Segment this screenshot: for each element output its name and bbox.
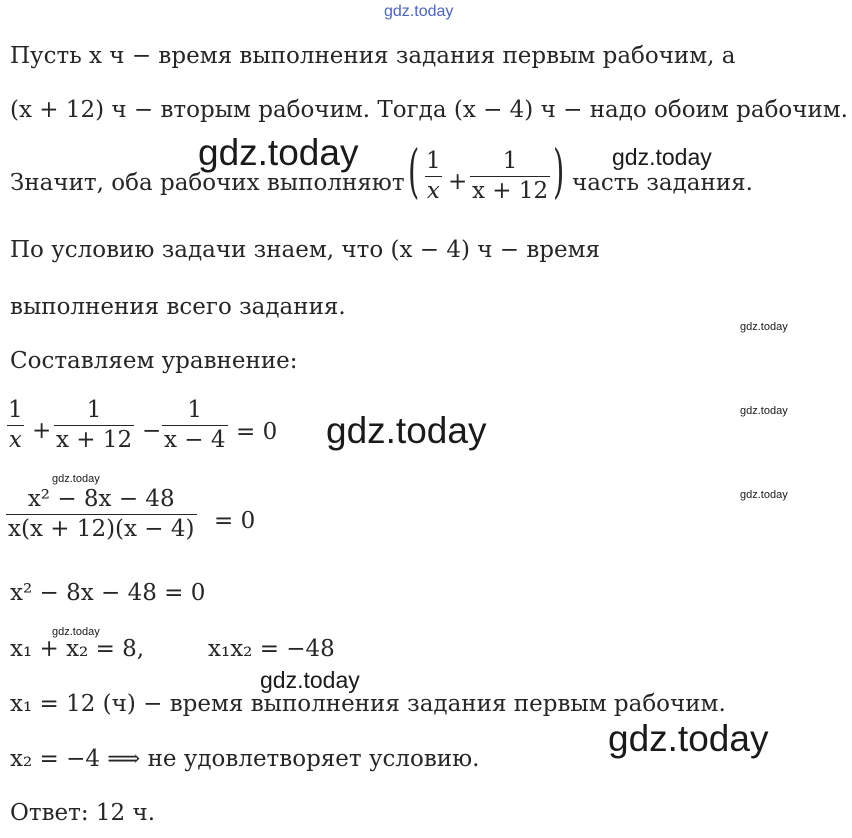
denominator: x − 4 [164,427,226,453]
watermark-9: gdz.today [260,667,360,693]
watermark-3: gdz.today [740,321,788,333]
line-2: (x + 12) ч − вторым рабочим. Тогда (x − 4) ч − надо обоим рабочим. [10,97,848,123]
line-10-product: x₁x₂ = −48 [208,636,335,662]
line-5: выполнения всего задания. [10,294,346,320]
watermark-1: gdz.today [198,132,359,173]
denominator: x(x + 12)(x − 4) [8,516,195,542]
eq1-equals-zero: = 0 [236,419,278,445]
line-3-prefix: Значит, оба рабочих выполняют [10,170,405,196]
fraction-1-over-x [424,150,443,203]
watermark-10: gdz.today [608,718,769,759]
denominator: x [8,427,22,453]
fraction-1-over-x-plus-12 [470,150,550,203]
numerator: x² − 8x − 48 [27,486,175,512]
line-12: x₂ = −4 ⟹ не удовлетворяет условию. [10,746,480,772]
denominator: x + 12 [56,427,133,453]
line-10-sum: x₁ + x₂ = 8, [10,636,145,662]
line-1: Пусть x ч − время выполнения задания первым рабочим, а [10,43,736,69]
left-paren: ( [408,137,420,205]
eq1-fraction-2 [54,399,134,452]
watermark-2: gdz.today [612,144,712,170]
eq1-plus: + [32,418,52,444]
watermark-5: gdz.today [740,405,788,417]
watermark-7: gdz.today [740,489,788,501]
line-4: По условию задачи знаем, что (x − 4) ч − время [10,237,601,263]
numerator: 1 [8,397,23,423]
numerator: 1 [502,148,518,174]
watermark-top: gdz.today [384,3,454,20]
eq1-fraction-3 [162,399,228,452]
numerator: 1 [187,397,203,423]
denominator: x [426,178,440,204]
eq2-fraction [6,488,197,541]
right-paren: ) [553,137,565,205]
line-3-suffix: часть задания. [572,170,753,196]
line-11: x₁ = 12 (ч) − время выполнения задания первым рабочим. [10,691,726,717]
eq2-equals-zero: = 0 [214,508,256,534]
line-6: Составляем уравнение: [10,348,298,374]
plus-sign: + [448,169,468,195]
watermark-8: gdz.today [52,626,100,638]
eq1-fraction-1 [6,399,25,452]
eq1-minus: − [142,418,162,444]
numerator: 1 [86,397,102,423]
denominator: x + 12 [472,178,549,204]
numerator: 1 [426,148,441,174]
answer-line: Ответ: 12 ч. [10,800,156,826]
line-9: x² − 8x − 48 = 0 [10,580,206,606]
watermark-6: gdz.today [52,473,100,485]
watermark-4: gdz.today [326,410,487,451]
